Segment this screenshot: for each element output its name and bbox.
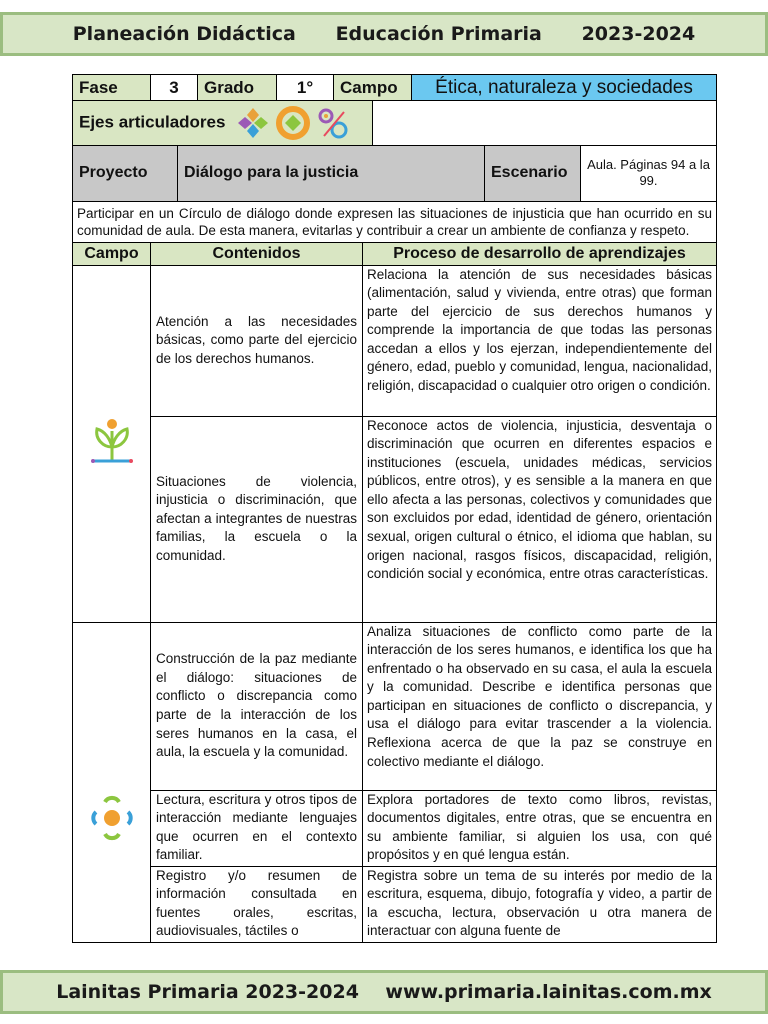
proceso-text: Reconoce actos de violencia, injusticia, desventaja o discriminación que ocurren en diferentes espacios e instituciones (escuela, unidades médicas, servicios públicos, entre otros), y es sensible a la manera en que ello afecta a las personas, colectivos y comunidades que son excluidos por edad, identidad de género, orientación sexual, origen cultural o étnico, el idioma que hablan, su origen nacional, rasgos físicos, discapacidad, religión, condición social y económica, entre otras características. xyxy=(363,416,717,622)
proyecto-value: Diálogo para la justicia xyxy=(178,146,485,202)
proceso-text: Relaciona la atención de sus necesidades básicas (alimentación, salud y vivienda, entre otras) que forman parte del ejercicio de sus derechos humanos y comprende la importancia de que todas las personas accedan a ellos y los ejerzan, independientemente del género, edad, pueblo y comunidad, lengua, nacionalidad, religión, discapacidad o cualquier otro origen o condición. xyxy=(363,265,717,416)
escenario-label: Escenario xyxy=(485,146,581,202)
ejes-label: Ejes articuladores xyxy=(79,112,226,132)
intro-table xyxy=(72,202,717,243)
campo-icon-cell xyxy=(73,622,151,790)
info-table xyxy=(72,74,717,101)
critical-thinking-axis-icon xyxy=(276,106,310,140)
lenguajes-campo-icon xyxy=(89,794,135,844)
table-row xyxy=(73,622,717,790)
table-row xyxy=(73,416,717,622)
header-banner xyxy=(0,12,768,56)
inclusion-axis-icon xyxy=(236,106,270,140)
proyecto-label: Proyecto xyxy=(73,146,178,202)
proceso-text: Registra sobre un tema de su interés por medio de la escritura, esquema, dibujo, fotografía y video, a partir de la escucha, lectura, observación u otra manera de interactuar con alguna fuente de xyxy=(363,866,717,942)
grado-value: 1° xyxy=(277,75,334,101)
doc-level: Educación Primaria xyxy=(335,23,542,45)
doc-title: Planeación Didáctica xyxy=(72,23,296,45)
contenido-text: Construcción de la paz mediante el diálogo: situaciones de conflicto o discrepancia como parte de la interacción de los seres humanos en la casa, el aula, la escuela y la comunidad. xyxy=(151,622,363,790)
proceso-text: Analiza situaciones de conflicto como parte de la interacción de los seres humanos, e identifica los que ha enfrentado o ha observado en su casa, el aula la escuela y la comunidad. Describe e identifica personas que participan en situaciones de conflicto o discrepancia, y usa el diálogo para evitar trascender a la violencia. Reflexiona acerca de que la paz se construye en colectivo mediante el diálogo. xyxy=(363,622,717,790)
table-row xyxy=(73,866,717,942)
campo-icon-cell xyxy=(73,265,151,622)
footer-url[interactable]: www.primaria.lainitas.com.mx xyxy=(385,981,712,1003)
campo-icon-cell xyxy=(73,790,151,942)
doc-year: 2023-2024 xyxy=(581,23,696,45)
campo-value: Ética, naturaleza y sociedades xyxy=(412,75,717,101)
table-row xyxy=(73,790,717,866)
contenido-text: Atención a las necesidades básicas, como parte del ejercicio de los derechos humanos. xyxy=(151,265,363,416)
grado-label: Grado xyxy=(198,75,277,101)
ejes-icons xyxy=(236,106,350,140)
content-table xyxy=(72,243,717,943)
project-purpose: Participar en un Círculo de diálogo donde expresen las situaciones de injusticia que han ocurrido en su comunidad de aula. De esta manera, evitarlas y contribuir a crear un ambiente de confianza y respeto. xyxy=(73,202,717,243)
intercultural-axis-icon xyxy=(316,106,350,140)
ejes-table xyxy=(72,101,717,146)
fase-value: 3 xyxy=(151,75,198,101)
footer-site-name: Lainitas Primaria 2023-2024 xyxy=(56,981,359,1003)
fase-label: Fase xyxy=(73,75,151,101)
planning-sheet xyxy=(72,74,717,943)
proceso-text: Explora portadores de texto como libros, revistas, documentos digitales, entre otras, que se encuentra en su ambiente familiar, si alguien los usa, con qué propósitos y en qué lengua están. xyxy=(363,790,717,866)
footer-banner xyxy=(0,970,768,1014)
campo-label: Campo xyxy=(334,75,412,101)
col-campo: Campo xyxy=(73,243,151,265)
contenido-text: Lectura, escritura y otros tipos de interacción mediante lenguajes que ocurren en el contexto familiar. xyxy=(151,790,363,866)
table-row xyxy=(73,265,717,416)
escenario-value: Aula. Páginas 94 a la 99. xyxy=(581,146,717,202)
col-contenidos: Contenidos xyxy=(151,243,363,265)
contenido-text: Registro y/o resumen de información consultada en fuentes orales, escritas, audiovisuales, táctiles o xyxy=(151,866,363,942)
etica-campo-icon xyxy=(89,417,135,467)
project-table xyxy=(72,146,717,203)
contenido-text: Situaciones de violencia, injusticia o discriminación, que afectan a integrantes de nuestras familias, la escuela o la comunidad. xyxy=(151,416,363,622)
col-proceso: Proceso de desarrollo de aprendizajes xyxy=(363,243,717,265)
